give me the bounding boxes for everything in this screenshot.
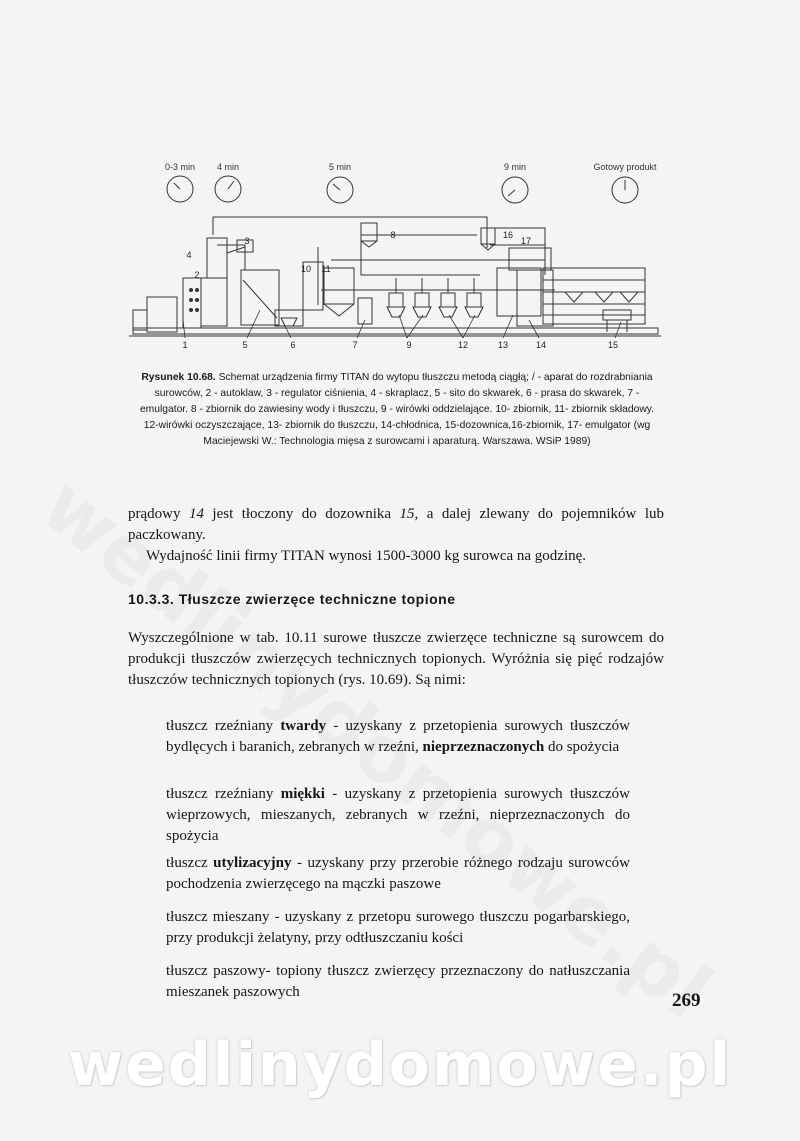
part-number: 14	[535, 340, 547, 350]
text-run: - uzyskany z przetopienia surowych tłuszczów wieprzowych, mieszanych, zebranych w rzeźni, nieprzeznaczonych do spożycia	[166, 786, 630, 844]
process-diagram	[125, 150, 665, 360]
gauge-label: Gotowy produkt	[593, 162, 657, 172]
gauge-label: 9 min	[503, 162, 527, 172]
text-run: - uzyskany z przetopienia surowych tłuszczów bydlęcych i baranich, zebranych w rzeźni,	[166, 718, 630, 755]
text-run: tłuszcz rzeźniany	[166, 786, 281, 802]
part-number: 6	[290, 340, 296, 350]
part-number: 3	[244, 236, 250, 246]
text-run-bold: utylizacyjny	[213, 855, 292, 871]
part-number: 7	[352, 340, 358, 350]
gauge-label: 0-3 min	[164, 162, 196, 172]
paragraph	[128, 504, 664, 546]
gauge-icon	[502, 177, 528, 203]
intro-paragraph: Wyszczególnione w tab. 10.11 surowe tłuszcze zwierzęce techniczne są surowcem do produkcji tłuszczów zwierzęcych technicznych topionych. Wyróżnia się pięć rodzajów tłuszczów technicznych topionych (rys. 10.69). Są nimi:	[128, 630, 664, 688]
gauge-icon	[612, 177, 638, 203]
text-run: prądowy	[128, 506, 189, 522]
list-item	[166, 853, 630, 895]
text-run: tłuszcz rzeźniany	[166, 718, 281, 734]
part-number: 9	[406, 340, 412, 350]
figure-caption	[132, 370, 662, 450]
text-run: - uzyskany przy przerobie różnego rodzaju surowców pochodzenia zwierzęcego na mączki paszowe	[166, 855, 630, 892]
gauge-icon	[327, 177, 353, 203]
part-number: 5	[242, 340, 248, 350]
section-title: Tłuszcze zwierzęce techniczne topione	[178, 591, 456, 607]
footer-brand-watermark: wedlinydomowe.pl	[67, 1030, 733, 1100]
part-number: 2	[194, 270, 200, 280]
text-run: tłuszcz	[166, 855, 214, 871]
part-number: 17	[520, 236, 532, 246]
paragraph: Wydajność linii firmy TITAN wynosi 1500-3000 kg surowca na godzinę.	[146, 548, 587, 564]
text-run: do spożycia	[544, 739, 620, 755]
text-run: a dalej zlewany do pojemników lub paczkowany.	[128, 506, 664, 543]
text-run-bold: miękki	[280, 786, 325, 802]
gauge-icon	[215, 176, 241, 202]
part-number: 15	[607, 340, 619, 350]
page-number: 269	[672, 990, 701, 1011]
list-item	[166, 961, 630, 1003]
part-number: 16	[502, 230, 514, 240]
caption-text: Schemat urządzenia firmy TITAN do wytopu tłuszczu metodą ciągłą; / - aparat do rozdrabniania surowców, 2 - autoklaw, 3 - regulator ciśnienia, 4 - skraplacz, 5 - sito do skwarek, 6 - prasa do skwarek, 7 - emulgator. 8 - zbiornik do zawiesiny wody i tłuszczu, 9 - wirówki oddzielające. 10- zbiornik, 11- zbiornik składowy. 12-wirówki oczyszczające, 13- zbiornik do tłuszczu, 14-chłodnica, 15-dozownica,16-zbiornik, 17- emulgator (wg Maciejewski W.: Technologia mięsa z surowcami i aparaturą. Warszawa. WSiP 1989)	[139, 372, 655, 447]
part-number: 12	[457, 340, 469, 350]
text-run-bold: twardy	[280, 718, 327, 734]
gauge-icon	[167, 176, 193, 202]
section-number: 10.3.3.	[128, 591, 175, 607]
text-run: tłuszcz paszowy- topiony tłuszcz zwierzęcy przeznaczony do natłuszczania mieszanek paszowych	[166, 963, 630, 1000]
list-item	[166, 907, 630, 949]
gauge-label: 5 min	[328, 162, 352, 172]
text-run: jest tłoczony do dozownika	[203, 506, 400, 522]
text-run-italic: 14	[188, 506, 204, 522]
gauge-label: 4 min	[216, 162, 240, 172]
part-number: 11	[321, 264, 331, 274]
part-number: 10	[300, 264, 312, 274]
text-run-italic: 15,	[399, 506, 419, 522]
section-heading	[128, 591, 456, 607]
caption-label: Rysunek 10.68.	[141, 372, 216, 383]
text-run: tłuszcz mieszany - uzyskany z przetopu surowego tłuszczu pogarbarskiego, przy produkcji żelatyny, przy odtłuszczaniu kości	[166, 909, 630, 946]
part-number: 13	[497, 340, 509, 350]
list-item	[166, 716, 630, 758]
part-number: 1	[182, 340, 188, 350]
text-run-bold: nieprzeznaczonych	[422, 739, 545, 755]
part-number: 4	[186, 250, 192, 260]
figure-schematic	[125, 150, 665, 360]
list-item	[166, 784, 630, 847]
part-number: 8	[390, 230, 396, 240]
